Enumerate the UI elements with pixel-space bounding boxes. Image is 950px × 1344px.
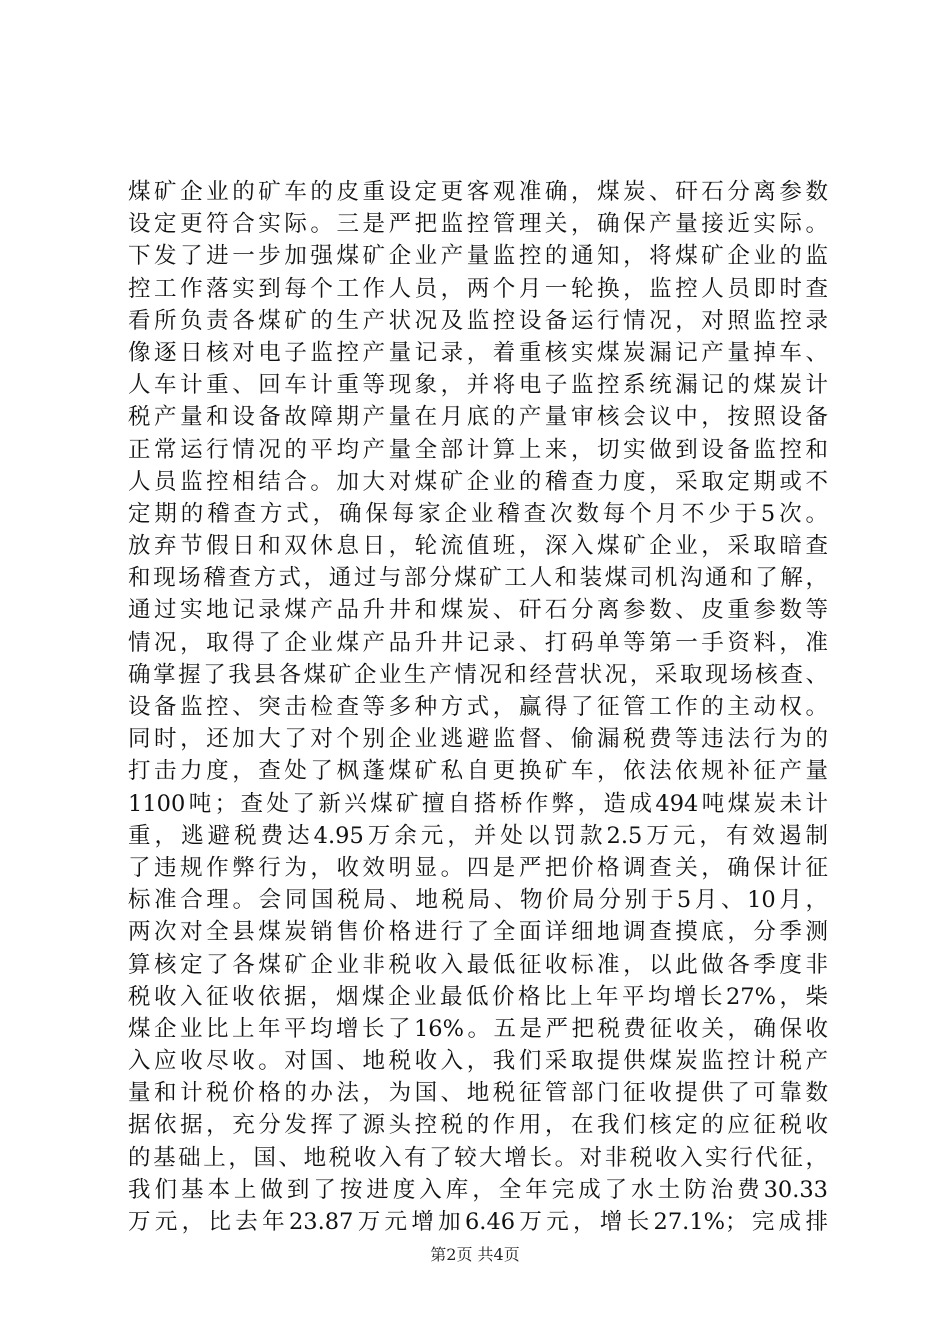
text-line: 放弃节假日和双休息日，轮流值班，深入煤矿企业，采取暗查 <box>128 533 828 560</box>
text-line: 量和计税价格的办法，为国、地税征管部门征收提供了可靠数 <box>128 1080 828 1107</box>
text-line: 算核定了各煤矿企业非税收入最低征收标准，以此做各季度非 <box>128 951 828 978</box>
text-line: 万元，比去年23.87万元增加6.46万元，增长27.1%；完成排 <box>128 1209 828 1235</box>
text-line: 1100吨；查处了新兴煤矿擅自搭桥作弊，造成494吨煤炭未计 <box>128 790 828 817</box>
text-line: 据依据，充分发挥了源头控税的作用，在我们核定的应征税收 <box>128 1112 828 1139</box>
text-line: 设定更符合实际。三是严把监控管理关，确保产量接近实际。 <box>128 211 828 238</box>
text-line: 重，逃避税费达4.95万余元，并处以罚款2.5万元，有效遏制 <box>128 822 828 849</box>
text-line: 了违规作弊行为，收效明显。四是严把价格调查关，确保计征 <box>128 854 828 881</box>
text-line: 入应收尽收。对国、地税收入，我们采取提供煤炭监控计税产 <box>128 1048 828 1075</box>
text-line: 煤矿企业的矿车的皮重设定更客观准确，煤炭、矸石分离参数 <box>128 179 828 205</box>
text-line: 我们基本上做到了按进度入库，全年完成了水土防治费30.33 <box>128 1176 828 1203</box>
text-line: 标准合理。会同国税局、地税局、物价局分别于5月、10月， <box>128 887 828 914</box>
text-line: 打击力度，查处了枫蓬煤矿私自更换矿车，依法依规补征产量 <box>128 758 828 785</box>
text-line: 定期的稽查方式，确保每家企业稽查次数每个月不少于5次。 <box>128 500 828 527</box>
document-body <box>128 176 828 1238</box>
text-line: 像逐日核对电子监控产量记录，着重核实煤炭漏记产量掉车、 <box>128 339 828 366</box>
text-line: 同时，还加大了对个别企业逃避监督、偷漏税费等违法行为的 <box>128 726 828 753</box>
text-line: 设备监控、突击检查等多种方式，赢得了征管工作的主动权。 <box>128 694 828 720</box>
text-line: 人车计重、回车计重等现象，并将电子监控系统漏记的煤炭计 <box>128 372 828 399</box>
text-line: 两次对全县煤炭销售价格进行了全面详细地调查摸底，分季测 <box>128 919 828 946</box>
text-line: 情况，取得了企业煤产品升井记录、打码单等第一手资料，准 <box>128 629 828 656</box>
text-line: 通过实地记录煤产品升井和煤炭、矸石分离参数、皮重参数等 <box>128 597 828 624</box>
page-number-label: 第2页 共4页 <box>430 1245 520 1264</box>
text-line: 煤企业比上年平均增长了16%。五是严把税费征收关，确保收 <box>128 1015 828 1042</box>
text-line: 税收入征收依据，烟煤企业最低价格比上年平均增长27%，柴 <box>128 983 828 1010</box>
text-line: 人员监控相结合。加大对煤矿企业的稽查力度，采取定期或不 <box>128 468 828 495</box>
text-line: 和现场稽查方式，通过与部分煤矿工人和装煤司机沟通和了解， <box>128 565 828 592</box>
text-line: 正常运行情况的平均产量全部计算上来，切实做到设备监控和 <box>128 436 828 463</box>
text-line: 下发了进一步加强煤矿企业产量监控的通知，将煤矿企业的监 <box>128 243 828 270</box>
text-line: 控工作落实到每个工作人员，两个月一轮换，监控人员即时查 <box>128 275 828 302</box>
text-line: 税产量和设备故障期产量在月底的产量审核会议中，按照设备 <box>128 404 828 431</box>
text-line: 确掌握了我县各煤矿企业生产情况和经营状况，采取现场核查、 <box>128 661 828 688</box>
text-line: 的基础上，国、地税收入有了较大增长。对非税收入实行代征， <box>128 1144 828 1171</box>
page-footer <box>0 1245 950 1265</box>
text-line: 看所负责各煤矿的生产状况及监控设备运行情况，对照监控录 <box>128 307 828 334</box>
